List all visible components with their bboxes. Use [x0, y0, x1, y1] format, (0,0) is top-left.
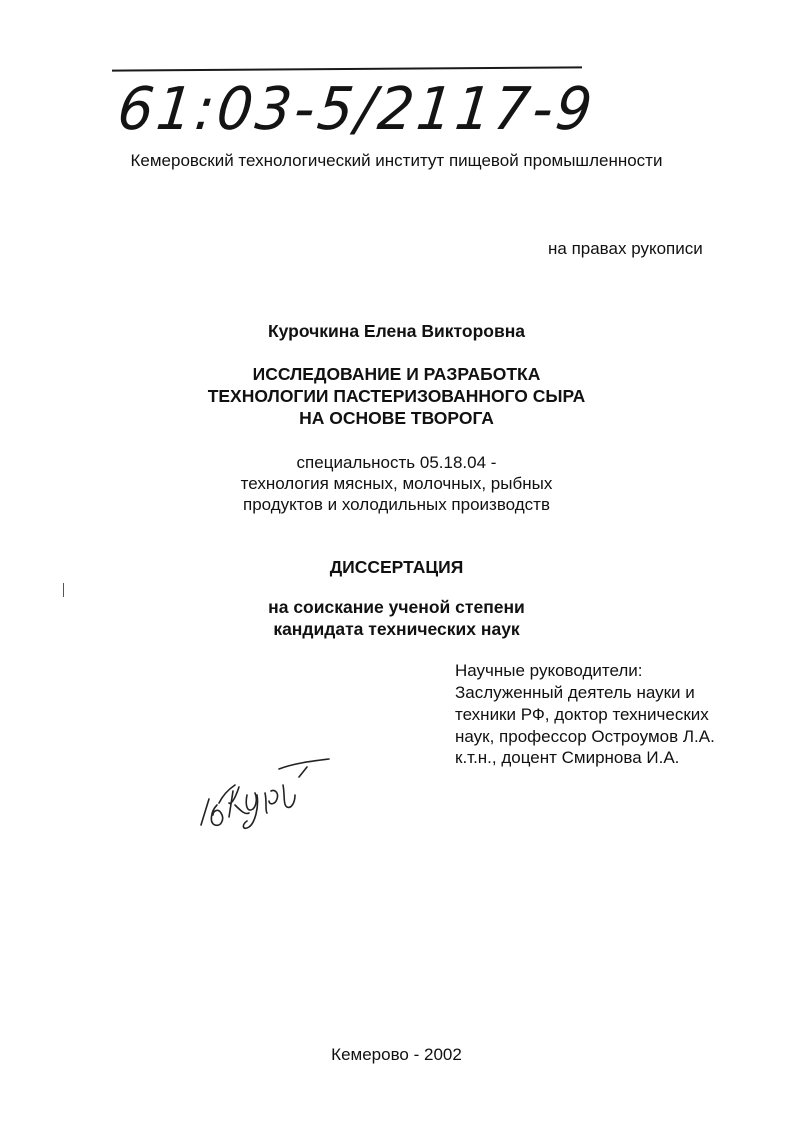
supervisors-line-2: Заслуженный деятель науки и [455, 683, 695, 702]
archive-code-handwritten: 61:03-5/2117-9 [114, 75, 599, 144]
supervisors-line-4: наук, профессор Остроумов Л.А. [455, 727, 715, 746]
handwritten-signature [195, 755, 335, 835]
place-year: Кемерово - 2002 [331, 1045, 462, 1064]
document-type: ДИССЕРТАЦИЯ [329, 557, 464, 577]
stamp-underline [112, 66, 582, 71]
title-line-1: ИССЛЕДОВАНИЕ И РАЗРАБОТКА [252, 364, 541, 384]
degree-line-2: кандидата технических наук [273, 619, 520, 639]
title-line-3: НА ОСНОВЕ ТВОРОГА [299, 408, 494, 428]
specialty-line-3: продуктов и холодильных производств [243, 495, 550, 514]
manuscript-note: на правах рукописи [548, 239, 703, 258]
specialty-line-1: специальность 05.18.04 - [296, 453, 497, 472]
title-line-2: ТЕХНОЛОГИИ ПАСТЕРИЗОВАННОГО СЫРА [207, 386, 586, 406]
institution-name: Кемеровский технологический институт пищевой промышленности [130, 151, 663, 170]
specialty-line-2: технология мясных, молочных, рыбных [240, 474, 553, 493]
margin-mark [63, 583, 64, 597]
supervisors-line-3: техники РФ, доктор технических [455, 705, 709, 724]
supervisors-heading: Научные руководители: [455, 661, 643, 680]
supervisors-line-5: к.т.н., доцент Смирнова И.А. [455, 748, 680, 767]
degree-line-1: на соискание ученой степени [268, 597, 525, 617]
author-name: Курочкина Елена Викторовна [267, 321, 526, 341]
